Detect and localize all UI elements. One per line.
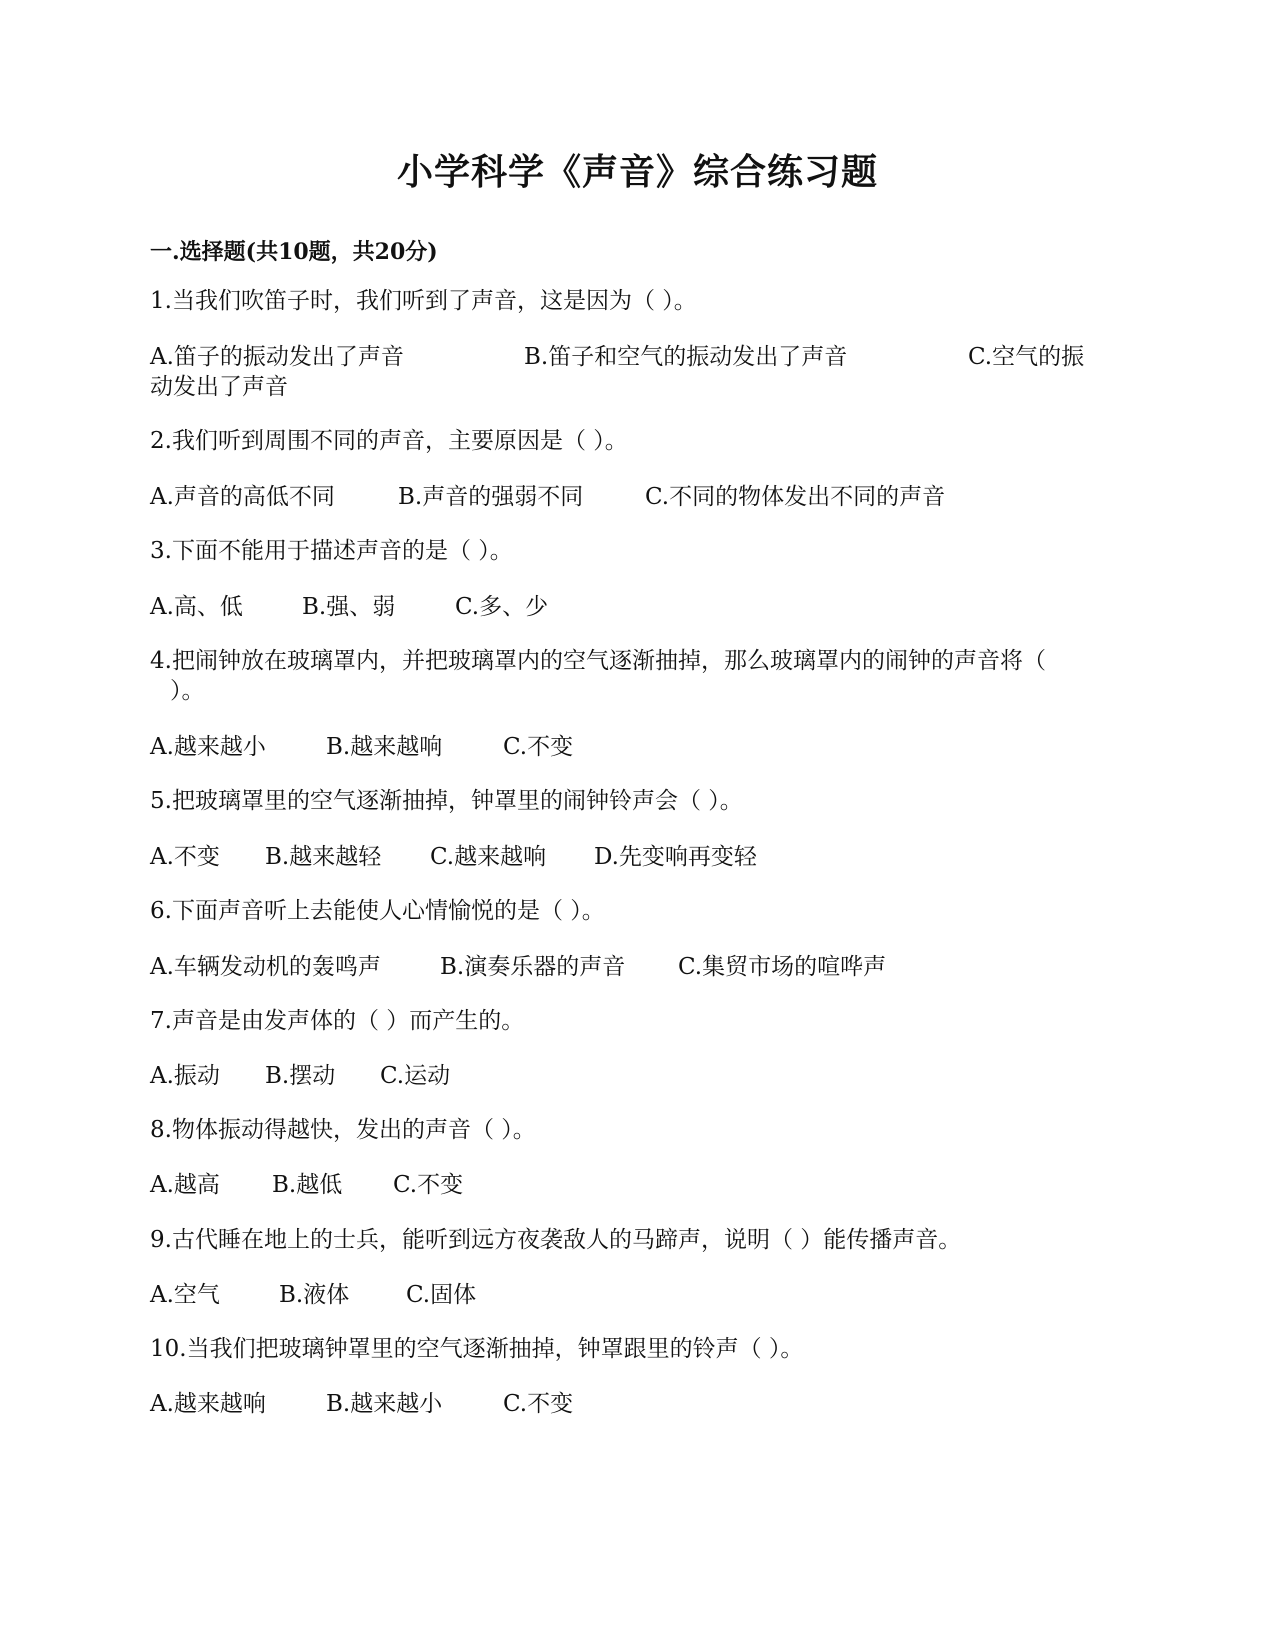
q2-option-b: B.声音的强弱不同	[398, 484, 584, 510]
q6-option-a: A.车辆发动机的轰鸣声	[150, 954, 381, 980]
q1-option-a: A.笛子的振动发出了声音	[150, 344, 404, 370]
q9-option-a: A.空气	[150, 1282, 220, 1308]
q7-option-a: A.振动	[150, 1063, 220, 1089]
q5-option-c: C.越来越响	[430, 844, 547, 870]
q1-option-b: B.笛子和空气的振动发出了声音	[524, 344, 848, 370]
page-title: 小学科学《声音》综合练习题	[396, 151, 878, 193]
question-6: 6.下面声音听上去能使人心情愉悦的是（ ）。	[150, 898, 605, 924]
question-1: 1.当我们吹笛子时，我们听到了声音，这是因为（ ）。	[150, 288, 697, 314]
q5-option-a: A.不变	[150, 844, 220, 870]
question-10: 10.当我们把玻璃钟罩里的空气逐渐抽掉，钟罩跟里的铃声（ ）。	[150, 1336, 804, 1362]
q6-option-c: C.集贸市场的喧哗声	[678, 954, 887, 980]
question-4: 4.把闹钟放在玻璃罩内，并把玻璃罩内的空气逐渐抽掉，那么玻璃罩内的闹钟的声音将（	[150, 648, 1046, 674]
q10-option-b: B.越来越小	[326, 1391, 443, 1417]
question-7: 7.声音是由发声体的（ ）而产生的。	[150, 1008, 525, 1034]
q3-option-b: B.强、弱	[302, 594, 396, 620]
q7-option-b: B.摆动	[265, 1063, 336, 1089]
q5-option-b: B.越来越轻	[265, 844, 382, 870]
section-heading: 一.选择题(共10题，共20分)	[150, 239, 438, 265]
q2-option-c: C.不同的物体发出不同的声音	[645, 484, 946, 510]
question-5: 5.把玻璃罩里的空气逐渐抽掉，钟罩里的闹钟铃声会（ ）。	[150, 788, 743, 814]
q4-option-b: B.越来越响	[326, 734, 443, 760]
q5-option-d: D.先变响再变轻	[594, 844, 757, 870]
q6-option-b: B.演奏乐器的声音	[440, 954, 626, 980]
q4-option-a: A.越来越小	[150, 734, 266, 760]
q3-option-a: A.高、低	[150, 594, 243, 620]
question-9: 9.古代睡在地上的士兵，能听到远方夜袭敌人的马蹄声，说明（ ）能传播声音。	[150, 1227, 962, 1253]
q8-option-c: C.不变	[393, 1172, 464, 1198]
q9-option-c: C.固体	[406, 1282, 477, 1308]
q1-option-c-continued: 动发出了声音	[150, 374, 288, 400]
question-8: 8.物体振动得越快，发出的声音（ ）。	[150, 1117, 536, 1143]
question-3: 3.下面不能用于描述声音的是（ ）。	[150, 538, 513, 564]
q10-option-c: C.不变	[503, 1391, 574, 1417]
question-2: 2.我们听到周围不同的声音，主要原因是（ ）。	[150, 428, 628, 454]
q8-option-a: A.越高	[150, 1172, 220, 1198]
q8-option-b: B.越低	[272, 1172, 343, 1198]
q9-option-b: B.液体	[279, 1282, 350, 1308]
question-4-continued: ）。	[170, 678, 205, 704]
q10-option-a: A.越来越响	[150, 1391, 266, 1417]
q4-option-c: C.不变	[503, 734, 574, 760]
q7-option-c: C.运动	[380, 1063, 451, 1089]
q1-option-c: C.空气的振	[968, 344, 1085, 370]
q2-option-a: A.声音的高低不同	[150, 484, 335, 510]
q3-option-c: C.多、少	[455, 594, 549, 620]
